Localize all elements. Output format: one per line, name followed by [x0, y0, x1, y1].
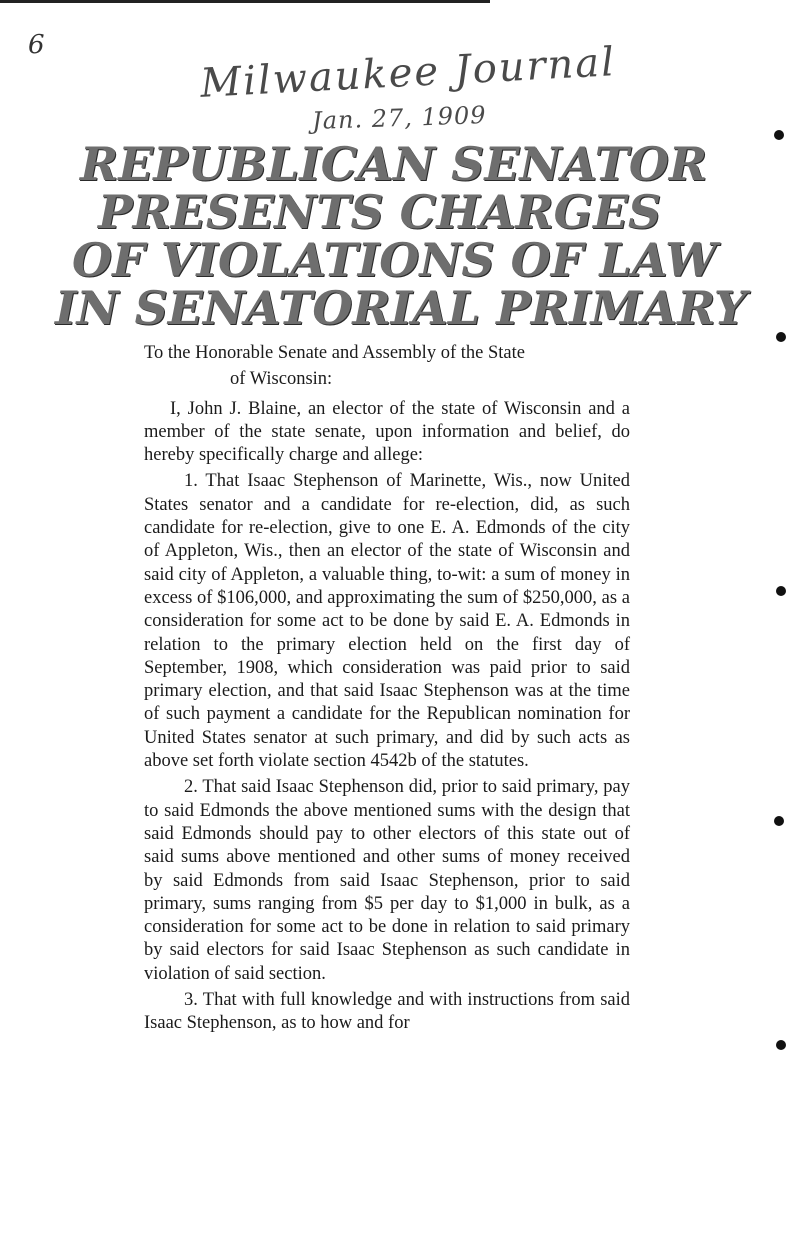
charge-paragraph-3: 3. That with full knowledge and with instructions from said Isaac Stephenson, as to how and for — [144, 990, 630, 1034]
charge-paragraph-1: 1. That Isaac Stephenson of Marinette, Wis., now United States senator and a candidate for re-election, did, as such candidate for re-election, give to one E. A. Edmonds of the city of Appleton, Wis., then an elector of the state of Wisconsin and said city of Appleton, a valuable thing, to-wit: a sum of money in excess of $106,000, and approximating the sum of $250,000, as a consideration for some act to be done by said E. A. Edmonds in relation to the primary election held on the first day of September, 1908, which consideration was paid prior to said primary election, and that said Isaac Stephenson was at the time of such payment a candidate for the Republican nomination for United States senator at such primary, and did by such acts as above set forth violate section 4542b of the statutes. — [144, 471, 630, 772]
top-border-line — [0, 0, 490, 3]
headline-line-3: OF VIOLATIONS OF LAW — [72, 233, 717, 287]
scan-punch-hole — [774, 816, 784, 826]
intro-paragraph: I, John J. Blaine, an elector of the state of Wisconsin and a member of the state senate, upon information and belief, do hereby specifically charge and allege: — [144, 398, 630, 466]
scan-punch-hole — [774, 130, 784, 140]
article-body — [144, 342, 630, 1039]
scan-punch-hole — [776, 332, 786, 342]
charge-paragraph-2: 2. That said Isaac Stephenson did, prior to said primary, pay to said Edmonds the above mentioned sums with the design that said Edmonds should pay to other electors of this state out of said sums above mentioned and other sums of money received by said Edmonds from said Isaac Stephenson, prior to said primary, sums ranging from $5 per day to $1,000 in bulk, as a consideration for some act to be done in relation to said primary by said electors for said Isaac Stephenson as such candidate in violation of said section. — [144, 777, 630, 984]
handwritten-date: Jan. 27, 1909 — [311, 100, 487, 136]
headline-line-1: REPUBLICAN SENATOR — [80, 137, 708, 191]
salutation-line-2: of Wisconsin: — [230, 369, 333, 390]
headline-line-2: PRESENTS CHARGES — [98, 185, 662, 239]
headline-line-4: IN SENATORIAL PRIMARY — [55, 281, 747, 335]
scan-punch-hole — [776, 1040, 786, 1050]
salutation-line-1: To the Honorable Senate and Assembly of the State — [144, 343, 525, 363]
handwritten-source: Milwaukee Journal — [199, 39, 618, 107]
headline — [50, 137, 750, 335]
scan-punch-hole — [776, 586, 786, 596]
page-number: 6 — [28, 30, 45, 60]
